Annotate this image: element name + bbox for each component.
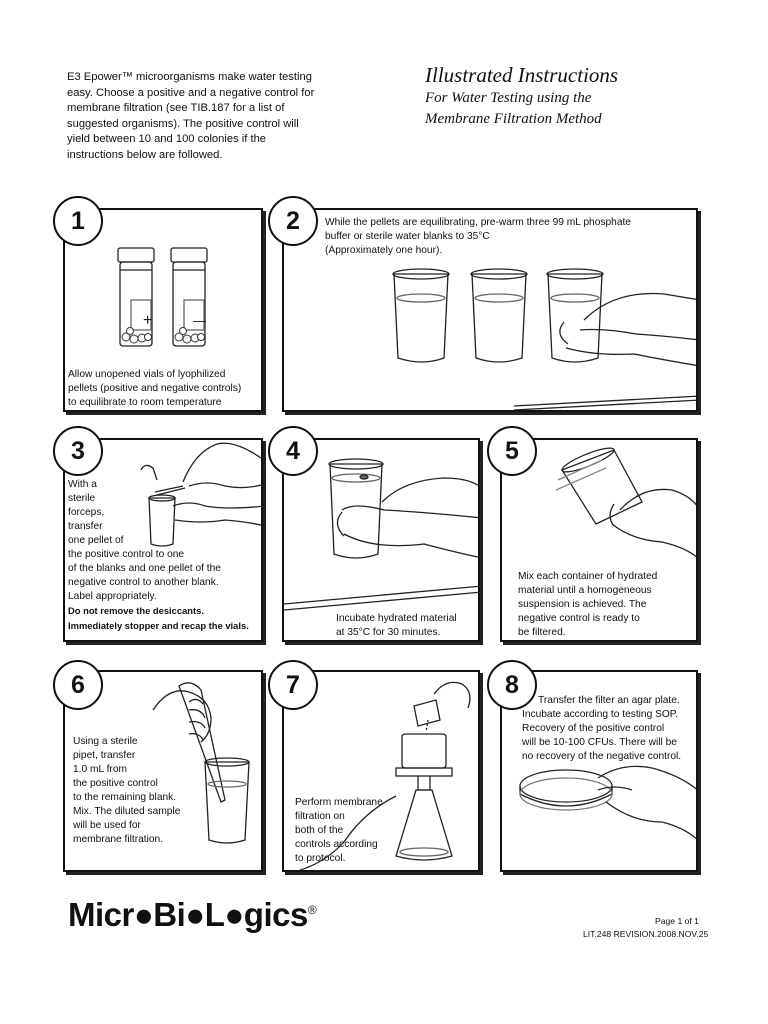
step-3-text: With a sterile forceps, transfer one pellet of the positive control to one of the blanks and one pellet of the negative control to another blank. Label appropriately. Do not remove the desiccants. Immediately stopper and recap the vials. bbox=[68, 479, 249, 631]
document-title bbox=[425, 62, 618, 130]
step-6-text: Using a sterile pipet, transfer 1.0 mL from the positive control to the remaining blank. Mix. The diluted sample will be used for membrane filtration. bbox=[73, 736, 181, 845]
step-8-text: Transfer the filter an agar plate. Incubate according to testing SOP. Recovery of the positive control will be 10-100 CFUs. There will be no recovery of the negative control. bbox=[522, 695, 682, 762]
subtitle-line-1: For Water Testing using the bbox=[425, 90, 592, 106]
step-5-number: 5 bbox=[487, 426, 537, 476]
step-3-number: 3 bbox=[53, 426, 103, 476]
step-2-text: While the pellets are equilibrating, pre-warm three 99 mL phosphate buffer or sterile water blanks to 35°C (Approximately one hour). bbox=[325, 217, 631, 256]
step-1-number: 1 bbox=[53, 196, 103, 246]
negative-sign: — bbox=[193, 313, 206, 328]
subtitle-line-2: Membrane Filtration Method bbox=[425, 111, 602, 127]
step-2-panel bbox=[282, 208, 698, 412]
page-number: Page 1 of 1 bbox=[655, 916, 699, 926]
step-4-text: Incubate hydrated material at 35°C for 30 minutes. bbox=[336, 613, 457, 638]
revision-number: LIT.248 REVISION.2008.NOV.25 bbox=[583, 929, 709, 939]
microbiologics-logo: Micr●Bi●L●gics® bbox=[68, 896, 317, 933]
step-8-number: 8 bbox=[487, 660, 537, 710]
title-heading: Illustrated Instructions bbox=[425, 63, 619, 87]
step-7-text: Perform membrane filtration on both of the controls according to protocol. bbox=[295, 797, 383, 864]
step-7-number: 7 bbox=[268, 660, 318, 710]
intro-paragraph: E3 Epower™ microorganisms make water testing easy. Choose a positive and a negative control for membrane filtration (see TIB.187 for a list of suggested organisms). The positive control will yield between 10 and 100 colonies if the instructions below are followed. bbox=[67, 71, 315, 161]
step-2-number: 2 bbox=[268, 196, 318, 246]
step-5-text: Mix each container of hydrated material until a homogeneous suspension is achieved. The negative control is ready to be filtered. bbox=[518, 571, 658, 638]
positive-sign: + bbox=[143, 312, 153, 329]
step-1-text: Allow unopened vials of lyophilized pellets (positive and negative controls) to equilibrate to room temperature bbox=[68, 369, 242, 408]
step-4-panel bbox=[282, 438, 480, 642]
step-4-number: 4 bbox=[268, 426, 318, 476]
step-6-number: 6 bbox=[53, 660, 103, 710]
